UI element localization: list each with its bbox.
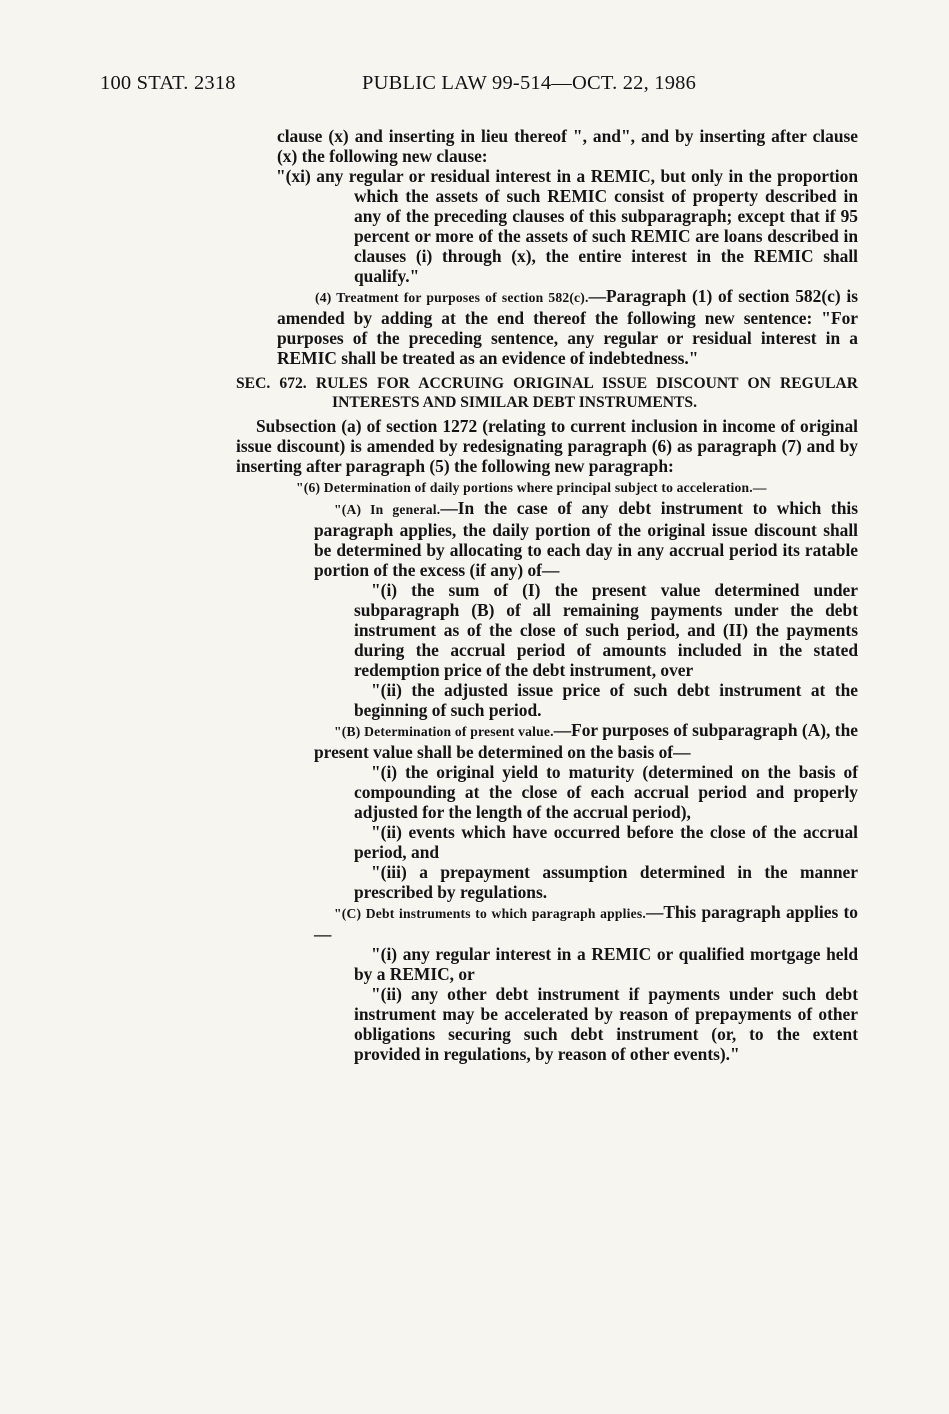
clause-b-ii: "(ii) events which have occurred before the close of the accrual period, and [354, 822, 858, 862]
clause-a-i: "(i) the sum of (I) the present value determined under subparagraph (B) of all remaining payments under the debt instrument as of the close of such period, and (II) the payments during the accrual period of amounts included in the stated redemption price of the debt instrument, over [354, 580, 858, 680]
clause-xi-text: "(xi) any regular or residual interest in a REMIC, but only in the proportion which the assets of such REMIC consist of property described in any of the preceding clauses of this subparagraph; except that if 95 percent or more of the assets of such REMIC are loans described in clauses (i) through (x), the entire interest in the REMIC shall qualify." [276, 166, 858, 286]
subparagraph-b [236, 720, 858, 762]
paragraph-6-heading-text: "(6) Determination of daily portions where principal subject to acceleration.— [296, 480, 767, 495]
clause-c-ii: "(ii) any other debt instrument if payments under such debt instrument may be accelerated by reason of prepayments of other obligations securing such debt instrument (or, to the extent provided in regulations, by reason of other events)." [354, 984, 858, 1064]
subparagraph-c [236, 902, 858, 944]
subparagraph-b-text: —For purposes of subparagraph (A), the present value shall be determined on the basis of— [314, 720, 858, 762]
clause-c-i: "(i) any regular interest in a REMIC or qualified mortgage held by a REMIC, or [354, 944, 858, 984]
subparagraph-c-heading: "(C) Debt instruments to which paragraph applies. [334, 906, 646, 921]
page-header [100, 72, 750, 95]
clause-a-ii: "(ii) the adjusted issue price of such debt instrument at the beginning of such period. [354, 680, 858, 720]
clause-b-iii: "(iii) a prepayment assumption determined in the manner prescribed by regulations. [354, 862, 858, 902]
subparagraph-a [236, 498, 858, 580]
law-citation: PUBLIC LAW 99-514—OCT. 22, 1986 [362, 72, 697, 94]
statute-body [236, 126, 858, 1064]
subparagraph-c-text: —This paragraph applies to— [314, 902, 859, 944]
treatment-text: —Paragraph (1) of section 582(c) is amended by adding at the end thereof the following new sentence: "For purposes of the preceding sentence, any regular or residual interest in a REMIC shall be treated as an evidence of indebtedness." [277, 286, 858, 368]
subparagraph-b-heading: "(B) Determination of present value. [334, 724, 554, 739]
paragraph-clause-xi [236, 166, 858, 286]
section-672-heading: SEC. 672. RULES FOR ACCRUING ORIGINAL ISSUE DISCOUNT ON REGULAR INTERESTS AND SIMILAR DEBT INSTRUMENTS. [236, 375, 858, 411]
paragraph-treatment-582c [236, 286, 858, 368]
paragraph-6-heading [236, 476, 858, 498]
subparagraph-a-text: —In the case of any debt instrument to which this paragraph applies, the daily portion of the original issue discount shall be determined by allocating to each day in any accrual period its ratable portion of the excess (if any) of— [314, 498, 858, 580]
subparagraph-a-heading: "(A) In general. [334, 502, 441, 517]
paragraph-subsection-1272: Subsection (a) of section 1272 (relating to current inclusion in income of original issue discount) is amended by redesignating paragraph (6) as paragraph (7) and by inserting after paragraph (5) the following new paragraph: [236, 416, 858, 476]
stat-citation: 100 STAT. 2318 [100, 72, 236, 94]
treatment-heading: (4) Treatment for purposes of section 582(c). [315, 290, 589, 305]
paragraph-clause-x: clause (x) and inserting in lieu thereof ", and", and by inserting after clause (x) the following new clause: [277, 126, 858, 166]
clause-b-i: "(i) the original yield to maturity (determined on the basis of compounding at the close of each accrual period and properly adjusted for the length of the accrual period), [354, 762, 858, 822]
